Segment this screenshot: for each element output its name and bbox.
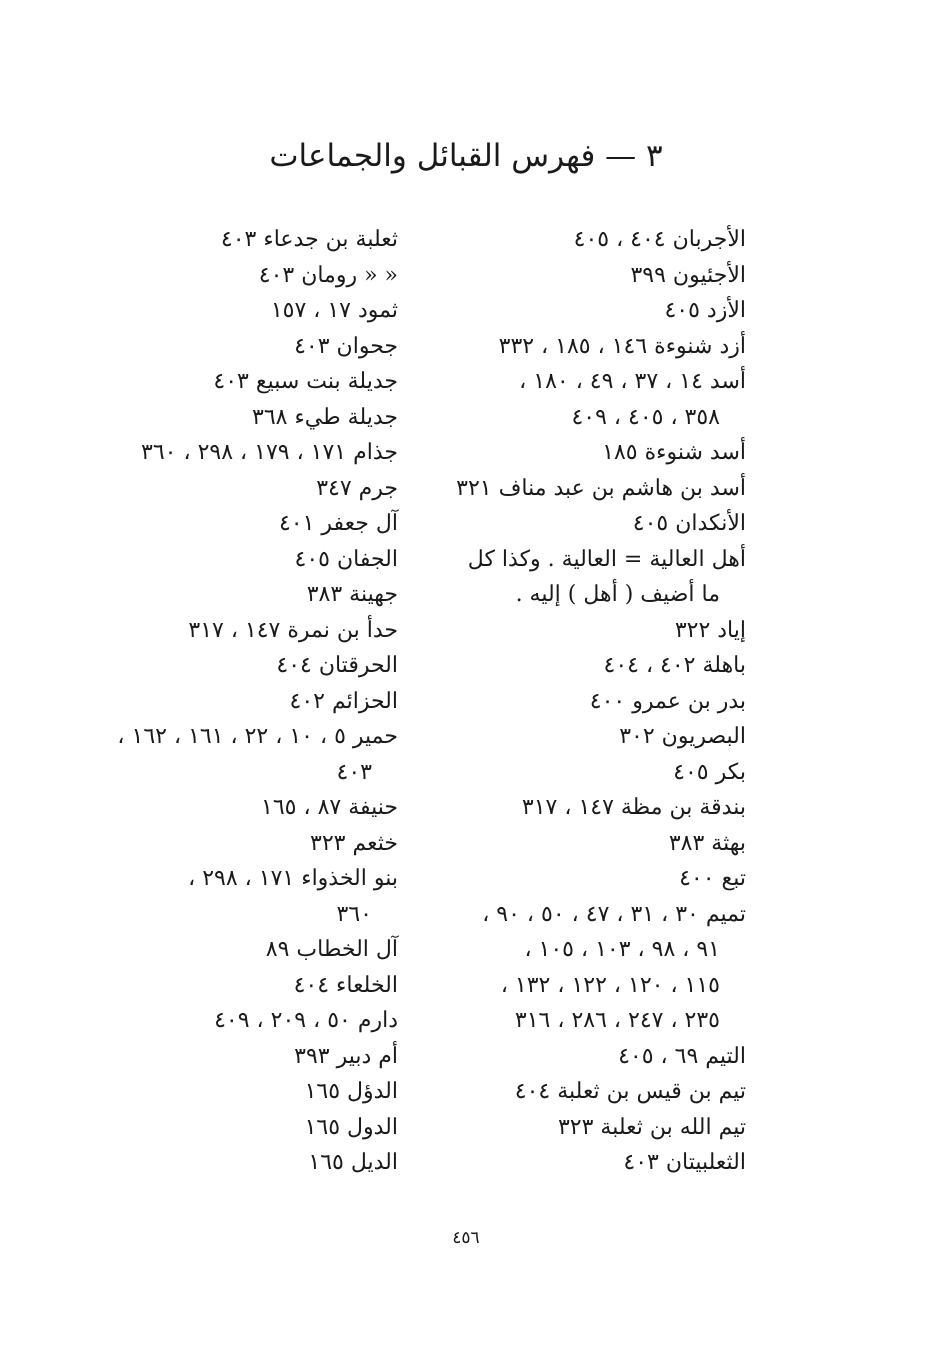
index-entry: التيم ٦٩ ، ٤٠٥ [618,1043,746,1069]
index-entry: الدول ١٦٥ [304,1114,398,1140]
index-entry: جرم ٣٤٧ [316,475,398,501]
left-column [68,222,398,1181]
index-entry: جديلة طيء ٣٦٨ [252,404,398,430]
page-number: ٤٥٦ [452,1228,480,1248]
index-entry: الثعلبيتان ٤٠٣ [623,1150,746,1175]
index-entry: جهينة ٣٨٣ [306,582,398,607]
index-entry: آل جعفر ٤٠١ [278,511,398,536]
index-entry: بكر ٤٠٥ [673,759,746,785]
index-entry: الأنكدان ٤٠٥ [632,511,746,536]
index-entry: بهثة ٣٨٣ [668,830,746,856]
index-entry: الحرقتان ٤٠٤ [276,653,398,678]
index-entry: حدأ بن نمرة ١٤٧ ، ٣١٧ [188,617,398,643]
index-entry: إياد ٣٢٢ [674,617,746,643]
index-entry: ٤٠٣ [336,759,372,785]
index-entry: بندقة بن مظة ١٤٧ ، ٣١٧ [521,795,746,820]
index-entry: أهل العالية = العالية . وكذا كل [467,546,746,572]
index-entry: الأجئيون ٣٩٩ [630,262,746,288]
index-entry: جحوان ٤٠٣ [294,333,398,359]
index-entry: ثمود ١٧ ، ١٥٧ [270,298,398,323]
index-entry: خثعم ٣٢٣ [310,830,398,856]
index-entry: تميم ٣٠ ، ٣١ ، ٤٧ ، ٥٠ ، ٩٠ ، [482,901,746,927]
index-entry: حمير ٥ ، ١٠ ، ٢٢ ، ١٦١ ، ١٦٢ ، [117,724,398,749]
index-entry: دارم ٥٠ ، ٢٠٩ ، ٤٠٩ [214,1008,398,1033]
index-entry: أم دبير ٣٩٣ [294,1043,398,1069]
index-entry: باهلة ٤٠٢ ، ٤٠٤ [603,653,746,678]
index-entry: أسد شنوءة ١٨٥ [602,440,746,465]
index-entry: الخلعاء ٤٠٤ [293,972,398,998]
index-entry: الجفان ٤٠٥ [294,546,398,572]
index-entry: ٩١ ، ٩٨ ، ١٠٣ ، ١٠٥ ، [524,937,720,962]
index-entry: ما أضيف ( أهل ) إليه . [515,582,720,607]
index-entry: تيم بن قيس بن ثعلبة ٤٠٤ [514,1079,746,1104]
index-entry: « « رومان ٤٠٣ [258,262,398,288]
index-entry: تيم الله بن ثعلبة ٣٢٣ [557,1114,746,1140]
index-entry: ثعلبة بن جدعاء ٤٠٣ [220,227,398,252]
index-entry: جديلة بنت سبيع ٤٠٣ [213,369,398,394]
page-title: ٣ — فهرس القبائل والجماعات [269,138,663,174]
index-entry: حنيفة ٨٧ ، ١٦٥ [261,795,398,820]
index-entry: الديل ١٦٥ [308,1150,398,1175]
index-entry: أسد ١٤ ، ٣٧ ، ٤٩ ، ١٨٠ ، [519,369,746,394]
index-entry: آل الخطاب ٨٩ [265,937,398,962]
index-entry: أسد بن هاشم بن عبد مناف ٣٢١ [456,475,746,501]
index-entry: بدر بن عمرو ٤٠٠ [589,688,746,714]
index-entry: الحزائم ٤٠٢ [289,688,398,714]
index-entry: جذام ١٧١ ، ١٧٩ ، ٢٩٨ ، ٣٦٠ [141,440,398,465]
index-entry: تبع ٤٠٠ [679,866,746,891]
index-entry: ٣٦٠ [336,901,372,927]
index-entry: ٢٣٥ ، ٢٤٧ ، ٢٨٦ ، ٣١٦ [514,1008,720,1033]
index-entry: البصريون ٣٠٢ [619,724,746,749]
index-entry: ٣٥٨ ، ٤٠٥ ، ٤٠٩ [571,404,720,430]
index-entry: الأزد ٤٠٥ [664,298,746,323]
index-entry: الدؤل ١٦٥ [304,1079,398,1104]
index-entry: الأجربان ٤٠٤ ، ٤٠٥ [573,227,746,252]
index-entry: ١١٥ ، ١٢٠ ، ١٢٢ ، ١٣٢ ، [500,972,720,998]
index-entry: بنو الخذواء ١٧١ ، ٢٩٨ ، [188,866,398,891]
index-entry: أزد شنوءة ١٤٦ ، ١٨٥ ، ٣٣٢ [498,333,746,359]
right-column [426,222,746,1181]
